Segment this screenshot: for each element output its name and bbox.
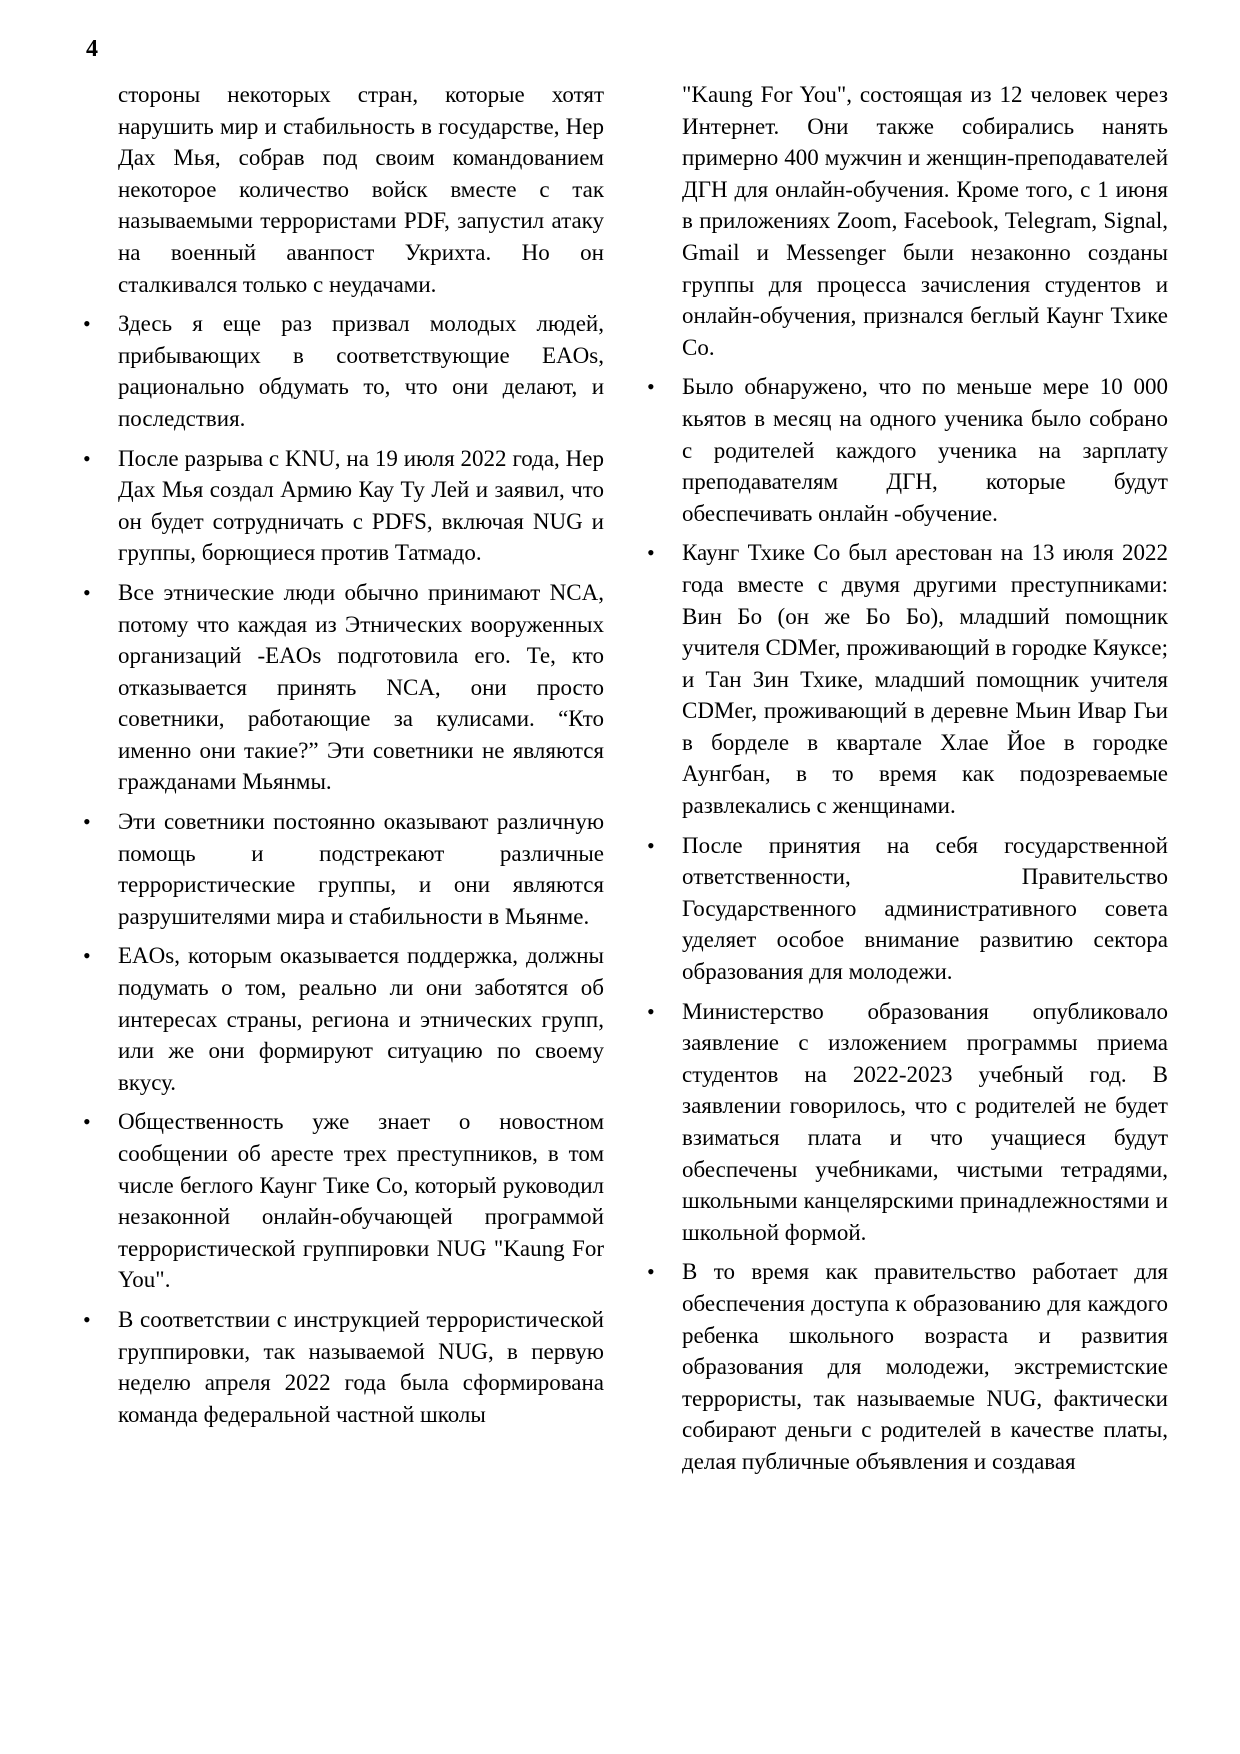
page-number: 4 — [86, 36, 98, 62]
bullet-item: • После принятия на себя государственной ответственности, Правительство Государственного административного совета уделяет особое внимание развитию сектора образования для молодежи. — [682, 830, 1168, 988]
left-column — [118, 79, 604, 1430]
bullet-item: • Каунг Тхике Со был арестован на 13 июля 2022 года вместе с двумя другими преступниками: Вин Бо (он же Бо Бо), младший помощник учителя CDMer, проживающий в городке Кяуксе; и Тан Зин Тхике, младший помощник учителя CDMer, проживающий в деревне Мьин Ивар Гьи в борделе в квартале Хлае Йое в городке Аунгбан, в то время как подозреваемые развлекались с женщинами. — [682, 537, 1168, 821]
bullet-item: • Все этнические люди обычно принимают NCA, потому что каждая из Этнических вооруженных организаций -EAOs подготовила его. Те, кто отказывается принять NCA, они просто советники, работающие за кулисами. “Кто именно они такие?” Эти советники не являются гражданами Мьянмы. — [118, 577, 604, 798]
bullet-item: • После разрыва с KNU, на 19 июля 2022 года, Нер Дах Мья создал Армию Кау Ту Лей и заявил, что он будет сотрудничать с PDFS, включая NUG и группы, борющиеся против Татмадо. — [118, 443, 604, 569]
bullet-item: • EAOs, которым оказывается поддержка, должны подумать о том, реально ли они заботятся об интересах страны, региона и этнических групп, или же они формируют ситуацию по своему вкусу. — [118, 940, 604, 1098]
bullet-item: • Было обнаружено, что по меньше мере 10 000 кьятов в месяц на одного ученика было собрано с родителей каждого ученика на зарплату преподавателям ДГН, которые будут обеспечивать онлайн -обучение. — [682, 371, 1168, 529]
bullet-item: • Эти советники постоянно оказывают различную помощь и подстрекают различные террористические группы, и они являются разрушителями мира и стабильности в Мьянме. — [118, 806, 604, 932]
continued-paragraph: "Kaung For You", состоящая из 12 человек через Интернет. Они также собирались нанять примерно 400 мужчин и женщин-преподавателей ДГН для онлайн-обучения. Кроме того, с 1 июня в приложениях Zoom, Facebook, Telegram, Signal, Gmail и Messenger были незаконно созданы группы для процесса зачисления студентов и онлайн-обучения, признался беглый Каунг Тхике Со. — [682, 82, 1168, 360]
bullet-item: • В то время как правительство работает для обеспечения доступа к образованию для каждого ребенка школьного возраста и развития образования для молодежи, экстремистские террористы, так называемые NUG, фактически собирают деньги с родителей в качестве платы, делая публичные объявления и создавая — [682, 1256, 1168, 1477]
bullet-item: • Общественность уже знает о новостном сообщении об аресте трех преступников, в том числе беглого Каунг Тике Со, который руководил незаконной онлайн-обучающей программой террористической группировки NUG "Kaung For You". — [118, 1106, 604, 1296]
right-column — [682, 79, 1168, 1478]
bullet-item: • Министерство образования опубликовало заявление с изложением программы приема студентов на 2022-2023 учебный год. В заявлении говорилось, что с родителей не будет взиматься плата и что учащиеся будут обеспечены учебниками, чистыми тетрадями, школьными канцелярскими принадлежностями и школьной формой. — [682, 996, 1168, 1249]
bullet-item: • Здесь я еще раз призвал молодых людей, прибывающих в соответствующие EAOs, рационально обдумать то, что они делают, и последствия. — [118, 308, 604, 434]
continued-paragraph: стороны некоторых стран, которые хотят нарушить мир и стабильность в государстве, Нер Дах Мья, собрав под своим командованием некоторое количество войск вместе с так называемыми террористами PDF, запустил атаку на военный аванпост Укрихта. Но он сталкивался только с неудачами. — [118, 82, 604, 297]
bullet-item: • В соответствии с инструкцией террористической группировки, так называемой NUG, в первую неделю апреля 2022 года была сформирована команда федеральной частной школы — [118, 1304, 604, 1430]
